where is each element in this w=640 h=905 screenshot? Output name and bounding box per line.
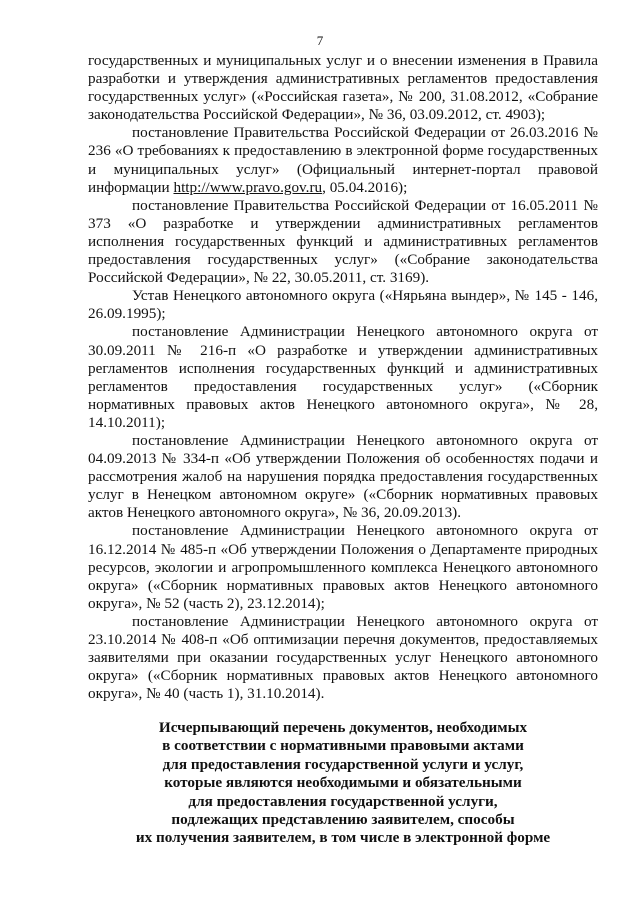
heading-line: для предоставления государственной услуги и услуг, <box>162 755 524 773</box>
paragraph-resolution-373: постановление Правительства Российской Федерации от 16.05.2011 № 373 «О разработке и утверждении административных регламентов исполнения государственных функций и административных регламентов предоставления государственных услуг» («Собрание законодательства Российской Федерации», № 22, 30.05.2011, ст. 3169). <box>88 196 598 287</box>
paragraph-resolution-408p: постановление Администрации Ненецкого автономного округа от 23.10.2014 № 408-п «Об оптимизации перечня документов, предоставляемых заявителями при оказании государственных услуг Ненецкого автономного округа» («Сборник нормативных правовых актов Ненецкого автономного округа», № 40 (часть 1), 31.10.2014). <box>88 612 598 703</box>
paragraph-charter: Устав Ненецкого автономного округа («Нярьяна вындер», № 145 - 146, 26.09.1995); <box>88 287 598 323</box>
paragraph-resolution-485p: постановление Администрации Ненецкого автономного округа от 16.12.2014 № 485-п «Об утверждении Положения о Департаменте природных ресурсов, экологии и агропромышленного комплекса Ненецкого автономного округа» («Сборник нормативных правовых актов Ненецкого автономного округа», № 52 (часть 2), 23.12.2014); <box>88 522 598 612</box>
paragraph-resolution-334p: постановление Администрации Ненецкого автономного округа от 04.09.2013 № 334-п «Об утверждении Положения об особенностях подачи и рассмотрения жалоб на нарушения порядка предоставления государственных услуг в Ненецком автономном округе» («Сборник нормативных правовых актов Ненецкого автономного округа», № 36, 20.09.2013). <box>88 431 598 522</box>
page-number: 7 <box>316 33 324 48</box>
paragraph-rules-continuation: государственных и муниципальных услуг и о внесении изменения в Правила разработки и утверждения административных регламентов предоставления государственных услуг» («Российская газета», № 200, 31.08.2012, «Собрание законодательства Российской Федерации», № 36, 03.09.2012, ст. 4903); <box>88 52 598 124</box>
heading-line: Исчерпывающий перечень документов, необходимых <box>158 719 528 736</box>
paragraph-resolution-216p: постановление Администрации Ненецкого автономного округа от 30.09.2011 № 216-п «О разработке и утверждении административных регламентов исполнения государственных функций и административных регламентов предоставления государственных услуг» («Сборник нормативных правовых актов Ненецкого автономного округа», № 28, 14.10.2011); <box>88 323 598 431</box>
heading-line: подлежащих представлению заявителем, способы <box>171 811 515 829</box>
paragraph-text: , 05.04.2016); <box>322 178 408 196</box>
heading-line: для предоставления государственной услуги, <box>188 792 498 810</box>
heading-line: их получения заявителем, в том числе в электронной форме <box>135 829 551 847</box>
document-body <box>88 52 598 703</box>
heading-line: которые являются необходимыми и обязательными <box>164 774 522 792</box>
heading-line: в соответствии с нормативными правовыми актами <box>162 737 524 755</box>
paragraph-text: постановление Правительства Российской Федерации от 26.03.2016 № 236 «О требованиях к предоставлению в электронной форме государственных и муниципальных услуг» (Официальный интернет-портал правовой информации <box>88 124 598 196</box>
section-heading <box>88 719 598 848</box>
paragraph-resolution-236 <box>88 124 598 196</box>
pravo-gov-link[interactable]: http://www.pravo.gov.ru <box>173 178 323 196</box>
